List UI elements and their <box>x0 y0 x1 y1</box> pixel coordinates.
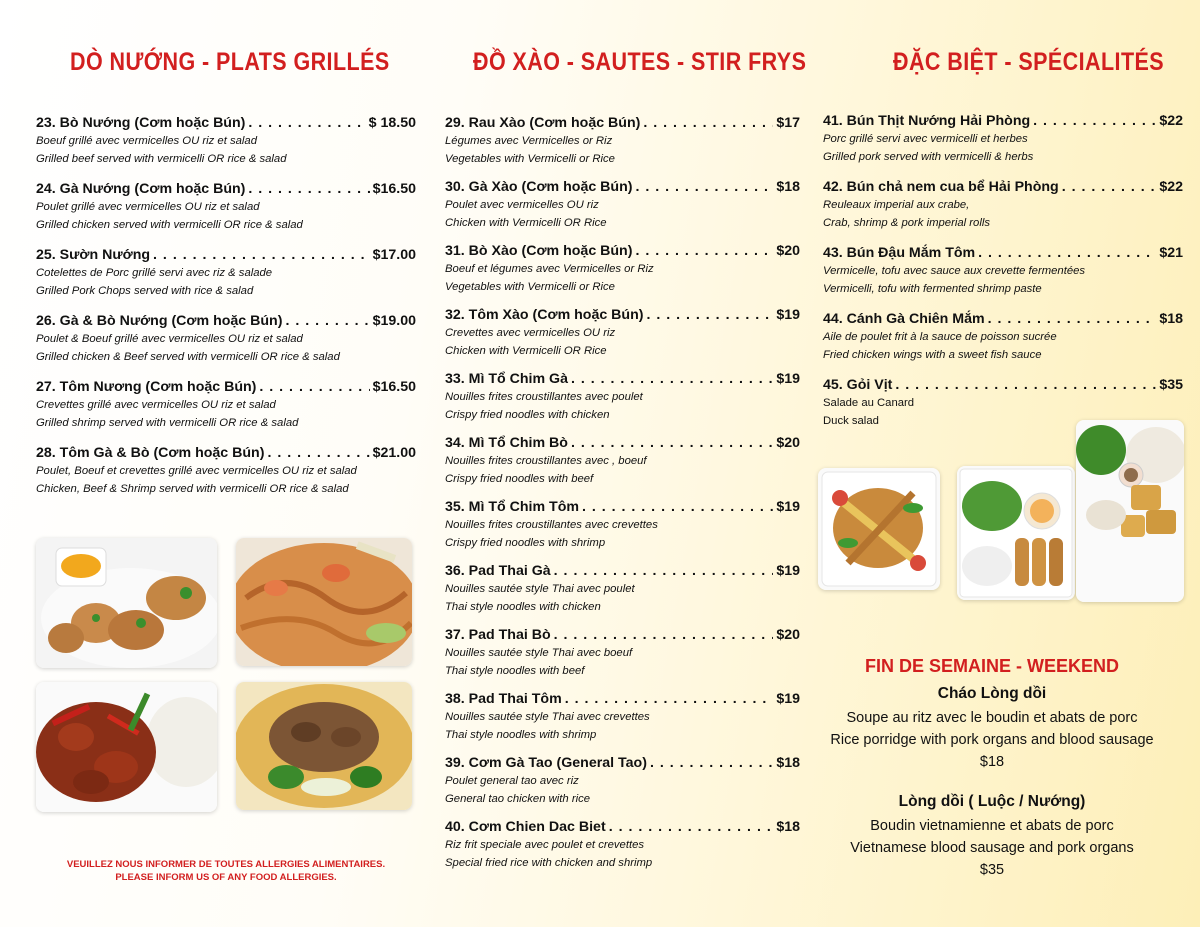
menu-item-name: 36. Pad Thai Gà <box>445 563 551 579</box>
menu-item-desc-en: Thai style noodles with chicken <box>445 601 601 613</box>
menu-item-desc-en: Grilled Pork Chops served with rice & salad <box>36 285 254 297</box>
menu-item-desc-en: Duck salad <box>823 415 879 427</box>
menu-item-name: 28. Tôm Gà & Bò (Cơm hoặc Bún) <box>36 445 265 461</box>
menu-item <box>823 310 1183 364</box>
dot-leader <box>1062 178 1157 196</box>
menu-item-desc-fr: Légumes avec Vermicelles or Riz <box>445 135 613 147</box>
weekend-title: FIN DE SEMAINE - WEEKEND <box>864 656 1119 676</box>
menu-item-desc-fr: Nouilles frites croustillantes avec poulet <box>445 391 643 403</box>
tofu-vermicelli-photo <box>1076 420 1184 602</box>
dot-leader <box>988 310 1157 328</box>
menu-item-name: 29. Rau Xào (Cơm hoặc Bún) <box>445 115 641 131</box>
menu-item-price: $17 <box>776 115 800 131</box>
dot-leader <box>643 114 773 132</box>
menu-item-desc-en: Grilled shrimp served with vermicelli OR rice & salad <box>36 417 299 429</box>
dot-leader <box>153 246 370 264</box>
menu-item-row <box>36 180 416 198</box>
menu-item <box>445 562 800 616</box>
menu-item-name: 33. Mì Tổ Chim Gà <box>445 371 568 387</box>
menu-item-row <box>445 434 800 452</box>
menu-item-price: $ 18.50 <box>368 115 416 131</box>
dot-leader <box>285 312 369 330</box>
specials-heading: ĐẶC BIỆT - SPÉCIALITÉS <box>893 48 1165 76</box>
weekend-dish-name: Cháo Lòng dồi <box>937 685 1047 702</box>
menu-item-name: 32. Tôm Xào (Cơm hoặc Bún) <box>445 307 644 323</box>
menu-item-row <box>445 114 800 132</box>
menu-item-price: $20 <box>776 243 800 259</box>
menu-item-name: 41. Bún Thịt Nướng Hải Phòng <box>823 113 1031 129</box>
dot-leader <box>609 818 774 836</box>
dot-leader <box>635 178 773 196</box>
menu-item-name: 37. Pad Thai Bò <box>445 627 551 643</box>
weekend-dish-en: Rice porridge with pork organs and blood sausage <box>830 732 1154 748</box>
menu-item <box>445 754 800 808</box>
weekend-dish-en: Vietnamese blood sausage and pork organs <box>850 840 1134 856</box>
menu-item <box>445 242 800 296</box>
menu-item-desc-fr: Poulet & Boeuf grillé avec vermicelles OU riz et salad <box>36 333 303 345</box>
menu-item-name: 24. Gà Nướng (Cơm hoặc Bún) <box>36 181 246 197</box>
menu-item-name: 42. Bún chả nem cua bể Hải Phòng <box>823 179 1059 195</box>
menu-item-name: 27. Tôm Nương (Cơm hoặc Bún) <box>36 379 257 395</box>
menu-item <box>36 114 416 168</box>
menu-item-row <box>445 690 800 708</box>
menu-item <box>36 378 416 432</box>
menu-item-row <box>36 378 416 396</box>
menu-item-price: $19 <box>776 691 800 707</box>
specials-items <box>823 112 1183 442</box>
weekend-dish-fr: Boudin vietnamienne et abats de porc <box>870 818 1114 834</box>
dot-leader <box>565 690 774 708</box>
menu-item <box>36 312 416 366</box>
menu-item-price: $35 <box>1159 377 1183 393</box>
stirfry-heading: ĐỒ XÀO - SAUTES - STIR FRYS <box>473 48 807 76</box>
dot-leader <box>248 114 365 132</box>
menu-item-price: $18 <box>776 819 800 835</box>
menu-item-name: 43. Bún Đậu Mắm Tôm <box>823 245 976 261</box>
menu-item-desc-en: Grilled pork served with vermicelli & herbs <box>823 151 1034 163</box>
menu-item-desc-fr: Aile de poulet frit à la sauce de poisson sucrée <box>823 331 1057 343</box>
menu-item-price: $16.50 <box>372 181 416 197</box>
menu-item-price: $22 <box>1159 179 1183 195</box>
menu-item-price: $21.00 <box>372 445 416 461</box>
menu-item-price: $20 <box>776 435 800 451</box>
menu-item-desc-en: Grilled chicken served with vermicelli OR rice & salad <box>36 219 303 231</box>
menu-item-name: 31. Bò Xào (Cơm hoặc Bún) <box>445 243 633 259</box>
menu-item-desc-en: Crispy fried noodles with shrimp <box>445 537 606 549</box>
menu-item-desc-fr: Crevettes grillé avec vermicelles OU riz et salad <box>36 399 276 411</box>
menu-item <box>445 818 800 872</box>
dot-leader <box>647 306 774 324</box>
menu-item-desc-fr: Poulet general tao avec riz <box>445 775 579 787</box>
menu-item-price: $18 <box>776 755 800 771</box>
menu-item <box>445 434 800 488</box>
menu-item-row <box>445 370 800 388</box>
menu-item-row <box>445 626 800 644</box>
menu-item-desc-fr: Nouilles frites croustillantes avec crevettes <box>445 519 658 531</box>
menu-item-desc-fr: Nouilles frites croustillantes avec , boeuf <box>445 455 647 467</box>
menu-item <box>445 306 800 360</box>
menu-item <box>445 370 800 424</box>
dot-leader <box>582 498 773 516</box>
menu-item-desc-fr: Nouilles sautée style Thai avec boeuf <box>445 647 633 659</box>
menu-item-row <box>445 242 800 260</box>
dot-leader <box>571 370 773 388</box>
allergy-notice-en: PLEASE INFORM US OF ANY FOOD ALLERGIES. <box>115 872 337 883</box>
menu-item-row <box>445 306 800 324</box>
menu-item-price: $18 <box>1159 311 1183 327</box>
menu-item-row <box>36 444 416 462</box>
menu-item-price: $21 <box>1159 245 1183 261</box>
menu-item-desc-en: General tao chicken with rice <box>445 793 591 805</box>
grilled-chicken-photo <box>36 538 217 668</box>
menu-item-price: $19 <box>776 499 800 515</box>
menu-item-price: $19.00 <box>372 313 416 329</box>
general-tao-photo <box>36 682 217 812</box>
dot-leader <box>1033 112 1156 130</box>
weekend-dish-price: $18 <box>979 754 1005 770</box>
menu-item-desc-en: Chicken, Beef & Shrimp served with vermicelli OR rice & salad <box>36 483 349 495</box>
menu-item-name: 34. Mì Tổ Chim Bò <box>445 435 568 451</box>
menu-item <box>36 180 416 234</box>
menu-item-desc-fr: Salade au Canard <box>823 397 915 409</box>
menu-item-desc-en: Grilled chicken & Beef served with vermicelli OR rice & salad <box>36 351 340 363</box>
menu-item-desc-fr: Poulet grillé avec vermicelles OU riz et salad <box>36 201 260 213</box>
pad-thai-photo <box>236 538 412 666</box>
menu-item-desc-fr: Riz frit speciale avec poulet et crevettes <box>445 839 645 851</box>
menu-item-name: 38. Pad Thai Tôm <box>445 691 562 707</box>
dot-leader <box>978 244 1156 262</box>
weekend-dish-price: $35 <box>979 862 1005 878</box>
menu-item <box>36 246 416 300</box>
menu-item-desc-fr: Nouilles sautée style Thai avec poulet <box>445 583 635 595</box>
menu-item-price: $20 <box>776 627 800 643</box>
menu-item-row <box>36 114 416 132</box>
menu-item-row <box>823 376 1183 394</box>
menu-item-row <box>823 178 1183 196</box>
menu-item-desc-fr: Reuleaux imperial aux crabe, <box>823 199 970 211</box>
menu-item-row <box>823 310 1183 328</box>
dot-leader <box>895 376 1156 394</box>
allergy-notice <box>36 858 416 884</box>
menu-item-name: 44. Cánh Gà Chiên Mắm <box>823 311 985 327</box>
menu-item <box>823 178 1183 232</box>
menu-item-desc-en: Chicken with Vermicelli OR Rice <box>445 217 607 229</box>
menu-item <box>36 444 416 498</box>
menu-item-desc-fr: Crevettes avec vermicelles OU riz <box>445 327 616 339</box>
menu-item-name: 26. Gà & Bò Nướng (Cơm hoặc Bún) <box>36 313 283 329</box>
menu-item-desc-en: Special fried rice with chicken and shrimp <box>445 857 653 869</box>
menu-item-desc-en: Vegetables with Vermicelli or Rice <box>445 153 615 165</box>
dot-leader <box>650 754 773 772</box>
weekend-dish-name: Lòng dồi ( Luộc / Nướng) <box>898 793 1086 810</box>
menu-item-desc-fr: Porc grillé servi avec vermicelli et herbes <box>823 133 1028 145</box>
menu-item-desc-en: Thai style noodles with shrimp <box>445 729 597 741</box>
menu-item-name: 30. Gà Xào (Cơm hoặc Bún) <box>445 179 633 195</box>
menu-item-desc-en: Vegetables with Vermicelli or Rice <box>445 281 615 293</box>
dot-leader <box>635 242 773 260</box>
menu-item-desc-fr: Vermicelle, tofu avec sauce aux crevette fermentées <box>823 265 1086 277</box>
menu-item-price: $19 <box>776 371 800 387</box>
dot-leader <box>259 378 369 396</box>
menu-item-name: 40. Cơm Chien Dac Biet <box>445 819 606 835</box>
dot-leader <box>248 180 369 198</box>
menu-item-price: $17.00 <box>372 247 416 263</box>
menu-item-desc-en: Grilled beef served with vermicelli OR rice & salad <box>36 153 287 165</box>
menu-item-name: 25. Sườn Nướng <box>36 247 151 263</box>
crispy-noodles-photo <box>236 682 412 810</box>
menu-item-name: 35. Mì Tổ Chim Tôm <box>445 499 579 515</box>
menu-item-desc-fr: Nouilles sautée style Thai avec crevettes <box>445 711 650 723</box>
menu-item-desc-fr: Cotelettes de Porc grillé servi avec riz & salade <box>36 267 273 279</box>
menu-item-row <box>445 562 800 580</box>
imperial-rolls-photo <box>957 466 1075 600</box>
dot-leader <box>554 626 774 644</box>
stirfry-items <box>445 114 800 882</box>
menu-item-desc-fr: Poulet avec vermicelles OU riz <box>445 199 599 211</box>
weekend-section <box>812 656 1172 881</box>
menu-item-price: $16.50 <box>372 379 416 395</box>
grilled-heading: DÒ NƯỚNG - PLATS GRILLÉS <box>70 48 390 76</box>
menu-item <box>445 626 800 680</box>
menu-item-row <box>445 818 800 836</box>
menu-item-name: 23. Bò Nướng (Cơm hoặc Bún) <box>36 115 246 131</box>
menu-item <box>445 690 800 744</box>
menu-item <box>445 178 800 232</box>
menu-item <box>445 498 800 552</box>
menu-item-desc-en: Fried chicken wings with a sweet fish sauce <box>823 349 1042 361</box>
menu-item-name: 45. Gỏi Vịt <box>823 377 893 393</box>
dot-leader <box>554 562 774 580</box>
menu-item-row <box>823 244 1183 262</box>
menu-item-desc-en: Chicken with Vermicelli OR Rice <box>445 345 607 357</box>
menu-item-price: $19 <box>776 307 800 323</box>
menu-item-price: $22 <box>1159 113 1183 129</box>
menu-item-desc-en: Thai style noodles with beef <box>445 665 585 677</box>
menu-item-desc-en: Crispy fried noodles with beef <box>445 473 594 485</box>
menu-item <box>823 244 1183 298</box>
menu-item-desc-en: Crab, shrimp & pork imperial rolls <box>823 217 990 229</box>
menu-item-desc-en: Vermicelli, tofu with fermented shrimp paste <box>823 283 1042 295</box>
menu-item-row <box>445 754 800 772</box>
menu-item <box>823 112 1183 166</box>
menu-item-desc-fr: Poulet, Boeuf et crevettes grillé avec vermicelles OU riz et salad <box>36 465 357 477</box>
menu-item-desc-en: Crispy fried noodles with chicken <box>445 409 610 421</box>
menu-item-desc-fr: Boeuf et légumes avec Vermicelles or Riz <box>445 263 654 275</box>
menu-item-row <box>823 112 1183 130</box>
menu-item-row <box>445 178 800 196</box>
menu-item-name: 39. Cơm Gà Tao (General Tao) <box>445 755 647 771</box>
menu-item-desc-fr: Boeuf grillé avec vermicelles OU riz et salad <box>36 135 258 147</box>
dot-leader <box>571 434 773 452</box>
menu-item-row <box>36 246 416 264</box>
weekend-dish-fr: Soupe au ritz avec le boudin et abats de porc <box>846 710 1138 726</box>
dot-leader <box>267 444 369 462</box>
menu-item-price: $19 <box>776 563 800 579</box>
allergy-notice-fr: VEUILLEZ NOUS INFORMER DE TOUTES ALLERGIES ALIMENTAIRES. <box>66 859 386 870</box>
menu-item-price: $18 <box>776 179 800 195</box>
grilled-items <box>36 114 416 510</box>
menu-item <box>445 114 800 168</box>
duck-salad-photo <box>818 468 940 590</box>
menu-item-row <box>36 312 416 330</box>
menu-item-row <box>445 498 800 516</box>
